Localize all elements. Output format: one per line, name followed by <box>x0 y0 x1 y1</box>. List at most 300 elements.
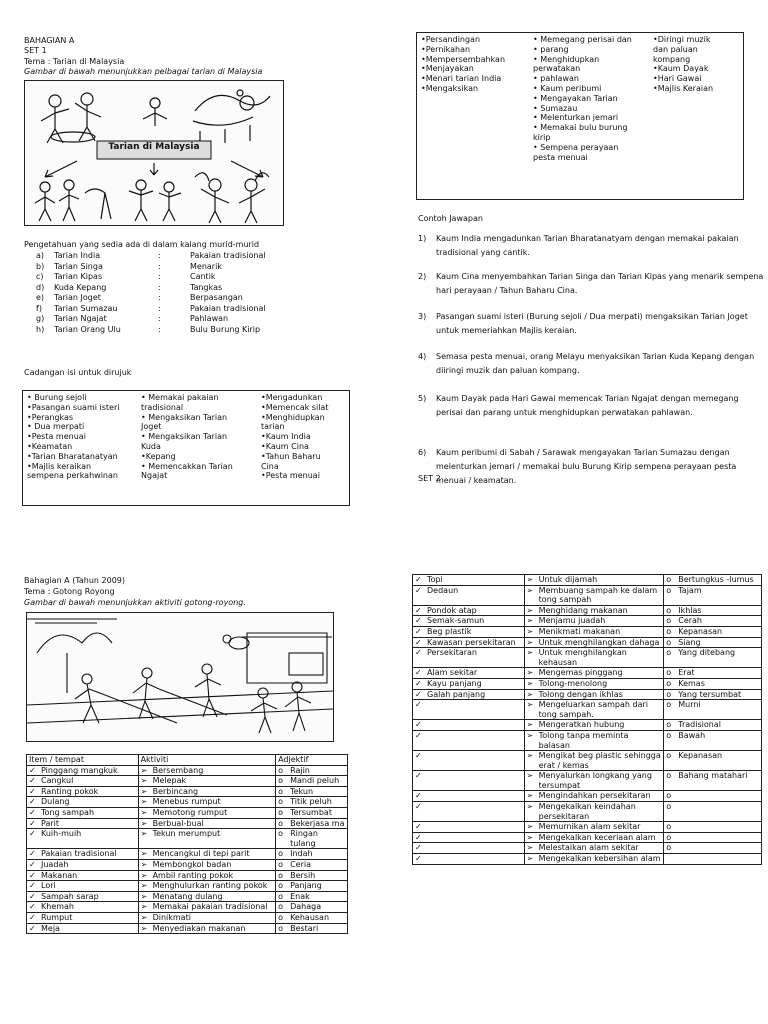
isi-item: •Pernikahan <box>421 44 471 54</box>
item-cell-text: Kawasan persekitaran <box>427 637 516 647</box>
item-cell-text: Pakaian tradisional <box>41 849 117 859</box>
cadangan-column-1 <box>27 393 119 481</box>
table-row <box>27 807 348 818</box>
adjective-cell <box>276 912 348 923</box>
adjective-cell <box>276 776 348 787</box>
check-mark: ✓ <box>29 891 36 901</box>
arrow-mark: ➢ <box>526 626 534 636</box>
circle-mark: o <box>278 818 283 828</box>
item-cell <box>413 751 525 771</box>
activity-cell-text: Mengekalkan kebersihan alam <box>538 854 661 864</box>
check-mark: ✓ <box>29 849 36 859</box>
item-cell <box>27 807 139 818</box>
cadangan-item: •Kaum India <box>261 432 311 442</box>
cadangan-item: Joget <box>141 422 162 432</box>
table-row <box>27 923 348 934</box>
adjective-cell-text: Cerah <box>678 616 703 626</box>
knowledge-item <box>36 304 296 315</box>
activity-cell <box>524 626 664 637</box>
answer-number: 2) <box>418 272 427 281</box>
table-row <box>413 626 762 637</box>
table-header-cell: Aktiviti <box>138 755 276 766</box>
activity-cell-text: Untuk menghilangkan kehausan <box>538 648 627 667</box>
check-mark: ✓ <box>29 859 36 869</box>
circle-mark: o <box>666 668 672 678</box>
knowledge-attribute: Pahlawan <box>190 314 229 323</box>
activity-cell <box>524 616 664 627</box>
adjective-cell <box>664 720 762 731</box>
cadangan-item: •Majlis keraikan <box>27 461 92 471</box>
activity-cell-text: Membuang sampah ke dalam tong sampah <box>538 585 658 605</box>
cadangan-item: sempena perkahwinan <box>27 471 118 481</box>
isi-item: • Sumazau <box>533 103 578 113</box>
answer-text: Kaum Cina menyembahkan Tarian Singa dan Tarian Kipas yang menarik sempena hari perayaan / Tahun Baharu Cina. <box>436 272 764 295</box>
activity-cell <box>138 829 276 849</box>
activity-cell <box>138 849 276 860</box>
arrow-mark: ➢ <box>526 637 534 647</box>
cadangan-item: Cina <box>261 461 279 471</box>
activity-cell-text: Menyediakan makanan <box>152 923 246 933</box>
item-cell-text: Lori <box>41 881 56 891</box>
activity-cell-text: Memurnikan alam sekitar <box>538 822 641 832</box>
item-cell <box>27 859 139 870</box>
item-cell-text: Parit <box>41 818 60 828</box>
check-mark: ✓ <box>29 797 36 807</box>
set2-label: SET 2 <box>418 474 441 483</box>
item-cell <box>27 870 139 881</box>
arrow-mark: ➢ <box>140 923 148 933</box>
check-mark: ✓ <box>29 923 36 933</box>
table-row <box>413 575 762 586</box>
activity-cell-text: Menghulurkan ranting pokok <box>152 881 268 891</box>
item-cell <box>413 854 525 865</box>
knowledge-item <box>36 272 296 283</box>
isi-item: •Majlis Keraian <box>653 83 714 93</box>
knowledge-attribute: Cantik <box>190 272 216 281</box>
adjective-cell <box>276 829 348 849</box>
activity-cell <box>138 859 276 870</box>
check-mark: ✓ <box>29 776 36 786</box>
cadangan-item: • Mengaksikan Tarian <box>141 412 228 422</box>
adjective-cell-text: Tajam <box>678 585 702 595</box>
arrow-mark: ➢ <box>140 881 148 891</box>
activity-cell <box>138 923 276 934</box>
activity-cell-text: Untuk dijamah <box>538 575 598 584</box>
item-cell <box>27 891 139 902</box>
knowledge-dance: Tarian Orang Ulu <box>54 324 121 334</box>
adjective-cell-text: Tradisional <box>678 720 721 730</box>
item-cell-text: Khemah <box>41 902 75 912</box>
knowledge-colon: : <box>158 282 161 292</box>
adjective-cell-text: Ceria <box>290 859 311 869</box>
arrow-mark: ➢ <box>526 791 534 801</box>
adjective-cell <box>664 700 762 720</box>
cadangan-item: • Dua merpati <box>27 422 85 432</box>
set-label: SET 1 <box>24 46 47 55</box>
adjective-cell <box>664 616 762 627</box>
check-mark: ✓ <box>29 807 36 817</box>
circle-mark: o <box>666 648 672 658</box>
activity-cell <box>524 585 664 605</box>
circle-mark: o <box>278 776 283 786</box>
adjective-cell <box>276 859 348 870</box>
item-cell <box>413 648 525 668</box>
isi-column-2 <box>533 35 632 162</box>
adjective-cell <box>664 605 762 616</box>
activity-cell-text: Menatang dulang <box>152 891 223 901</box>
table-row <box>413 585 762 605</box>
adjective-cell <box>276 765 348 776</box>
activity-cell <box>138 786 276 797</box>
circle-mark: o <box>278 849 283 859</box>
table-row <box>413 605 762 616</box>
activity-cell-text: Memotong rumput <box>152 807 228 817</box>
cadangan-item: •Kaum Cina <box>261 441 309 451</box>
cadangan-item: •Kepang <box>141 451 176 461</box>
answer-number: 4) <box>418 352 427 361</box>
isi-column-1 <box>421 35 505 94</box>
knowledge-dance: Tarian Sumazau <box>54 303 118 313</box>
arrow-mark: ➢ <box>140 797 148 807</box>
adjective-cell-text: Erat <box>678 668 695 678</box>
answer-number: 6) <box>418 448 427 457</box>
adjective-cell-text: Kepanasan <box>678 626 723 636</box>
activity-cell <box>524 575 664 586</box>
activity-cell-text: Tolong-menolong <box>538 678 608 688</box>
table-row <box>27 902 348 913</box>
item-cell-text: Dulang <box>41 797 70 807</box>
activity-cell <box>138 765 276 776</box>
activity-cell <box>524 668 664 679</box>
activity-cell <box>524 730 664 750</box>
adjective-cell <box>664 689 762 700</box>
arrow-mark: ➢ <box>140 902 148 912</box>
cadangan-item: •Tarian Bharatanatyan <box>27 451 118 461</box>
item-cell <box>27 829 139 849</box>
contoh-title: Contoh Jawapan <box>418 214 483 223</box>
answer-text: Kaum peribumi di Sabah / Sarawak mengayakan Tarian Sumazau dengan melenturkan jemari / memakai bulu Burung Kirip sempena perayaan pesta menuai / keamatan. <box>436 448 737 485</box>
table-row <box>413 637 762 648</box>
adjective-cell <box>276 902 348 913</box>
table-row <box>27 859 348 870</box>
table-header-cell: Item / tempat <box>27 755 139 766</box>
item-cell <box>413 605 525 616</box>
check-mark: ✓ <box>415 668 422 678</box>
check-mark: ✓ <box>29 786 36 796</box>
item-cell-text: Kayu panjang <box>427 678 482 688</box>
arrow-mark: ➢ <box>526 616 534 626</box>
check-mark: ✓ <box>415 843 422 853</box>
knowledge-colon: : <box>158 293 161 302</box>
activity-cell-text: Mencangkul di tepi parit <box>152 849 250 859</box>
instruction-line-2: Gambar di bawah menunjukkan aktiviti gotong-royong. <box>24 598 246 607</box>
theme-line: Tema : Tarian di Malaysia <box>24 57 125 66</box>
item-cell-text: Persekitaran <box>427 648 477 658</box>
knowledge-title: Pengetahuan yang sedia ada di dalam kalang murid-murid <box>24 240 260 249</box>
check-mark: ✓ <box>415 802 422 812</box>
item-cell <box>27 881 139 892</box>
activity-cell-text: Mengikat beg plastic sehingga erat / kemas <box>538 751 661 770</box>
adjective-cell <box>664 791 762 802</box>
knowledge-key: f) <box>36 303 42 313</box>
item-cell <box>413 700 525 720</box>
adjective-cell <box>664 575 762 586</box>
isi-item: • pahlawan <box>533 74 579 84</box>
knowledge-colon: : <box>158 261 161 271</box>
item-cell <box>27 923 139 934</box>
activity-cell <box>138 776 276 787</box>
table-row <box>413 854 762 865</box>
circle-mark: o <box>666 678 672 688</box>
isi-item: •Kaum Dayak <box>653 64 709 74</box>
isi-item: perwatakan <box>533 64 581 74</box>
activity-cell <box>524 689 664 700</box>
answer-text: Kaum India mengadunkan Tarian Bharatanatyam dengan memakai pakaian tradisional yang cantik. <box>436 234 739 257</box>
arrow-mark: ➢ <box>140 891 148 901</box>
circle-mark: o <box>278 765 283 775</box>
adjective-cell <box>664 637 762 648</box>
table-row <box>27 881 348 892</box>
item-cell-text: Alam sekitar <box>427 668 478 678</box>
arrow-mark: ➢ <box>140 807 148 817</box>
check-mark: ✓ <box>415 605 422 615</box>
circle-mark: o <box>666 616 672 626</box>
activity-cell <box>524 648 664 668</box>
item-cell-text: Rumput <box>41 912 73 922</box>
adjective-cell-text: Titik peluh <box>290 797 332 807</box>
item-cell <box>413 843 525 854</box>
activity-cell <box>524 832 664 843</box>
activity-cell-text: Mengeratkan hubung <box>538 720 625 730</box>
circle-mark: o <box>278 881 283 891</box>
check-mark: ✓ <box>415 678 422 688</box>
circle-mark: o <box>666 605 672 615</box>
cadangan-item: • Mengaksikan Tarian <box>141 432 228 442</box>
activity-cell-text: Bersembang <box>152 765 204 775</box>
item-cell <box>27 818 139 829</box>
activity-cell-text: Tolong tanpa meminta balasan <box>538 730 629 750</box>
item-cell-text: Dedaun <box>427 585 459 595</box>
knowledge-colon: : <box>158 314 161 323</box>
check-mark: ✓ <box>415 791 422 801</box>
arrow-mark: ➢ <box>526 668 534 678</box>
knowledge-item <box>36 314 296 325</box>
arrow-mark: ➢ <box>526 802 534 812</box>
item-cell-text: Meja <box>41 923 60 933</box>
activity-cell-text: Menghidang makanan <box>538 605 628 615</box>
cadangan-item: •Pasangan suami isteri <box>27 402 120 412</box>
check-mark: ✓ <box>415 854 422 864</box>
answer-text: Semasa pesta menuai, orang Melayu menyaksikan Tarian Kuda Kepang dengan diiringi muzik dan paluan kompang. <box>436 352 755 375</box>
table-row <box>413 700 762 720</box>
arrow-mark: ➢ <box>526 575 534 584</box>
isi-item: • Sempena perayaan <box>533 142 619 152</box>
adjective-cell-text: Bersih <box>290 870 316 880</box>
banner-text: Tarian di Malaysia <box>108 142 200 152</box>
adjective-cell <box>664 626 762 637</box>
adjective-cell-text: Ikhlas <box>678 605 702 615</box>
item-cell <box>413 585 525 605</box>
item-cell-text: Pondok atap <box>427 605 477 615</box>
activity-cell <box>524 678 664 689</box>
activity-cell-text: Tekun merumput <box>152 829 221 839</box>
knowledge-attribute: Bulu Burung Kirip <box>190 324 261 334</box>
gotong-royong-table <box>26 754 348 934</box>
activity-cell <box>138 881 276 892</box>
adjective-cell <box>664 585 762 605</box>
circle-mark: o <box>278 797 283 807</box>
adjective-cell-text: Indah <box>290 849 313 859</box>
arrow-mark: ➢ <box>140 849 148 859</box>
check-mark: ✓ <box>29 881 36 891</box>
activity-cell <box>138 902 276 913</box>
answer-number: 1) <box>418 234 427 243</box>
check-mark: ✓ <box>29 829 36 839</box>
activity-cell <box>138 912 276 923</box>
table-row <box>27 829 348 849</box>
check-mark: ✓ <box>415 822 422 832</box>
circle-mark: o <box>278 923 283 933</box>
isi-item: kirip <box>533 132 551 142</box>
adjective-cell-text: Yang ditebang <box>678 648 736 658</box>
knowledge-item <box>36 293 296 304</box>
table-row <box>27 765 348 776</box>
knowledge-list <box>36 251 296 335</box>
knowledge-dance: Tarian Singa <box>54 261 103 271</box>
activity-cell-text: Menebus rumput <box>152 797 221 807</box>
knowledge-attribute: Tangkas <box>190 282 223 292</box>
knowledge-colon: : <box>158 272 161 281</box>
activity-cell-text: Mengindahkan persekitaran <box>538 791 651 801</box>
activity-cell-text: Mengekalkan keceriaan alam <box>538 832 656 842</box>
arrow-mark: ➢ <box>526 843 534 853</box>
activity-cell-text: Memakai pakaian tradisional <box>152 902 268 912</box>
isi-item: •Menjayakan <box>421 64 474 74</box>
check-mark: ✓ <box>415 585 422 595</box>
adjective-cell-text: Bawah <box>678 730 706 740</box>
adjective-cell <box>664 648 762 668</box>
adjective-cell <box>276 849 348 860</box>
circle-mark: o <box>278 859 283 869</box>
check-mark: ✓ <box>415 720 422 730</box>
arrow-mark: ➢ <box>140 912 148 922</box>
activity-cell <box>524 854 664 865</box>
check-mark: ✓ <box>29 912 36 922</box>
cadangan-item: • Memakai pakaian <box>141 393 219 402</box>
cadangan-title: Cadangan isi untuk dirujuk <box>24 368 132 377</box>
arrow-mark: ➢ <box>526 605 534 615</box>
circle-mark: o <box>278 870 283 880</box>
item-cell <box>413 771 525 791</box>
activity-cell-text: Untuk menghilangkan dahaga <box>538 637 660 647</box>
arrow-mark: ➢ <box>526 832 534 842</box>
cadangan-item: • Burung sejoli <box>27 393 87 402</box>
isi-column-3 <box>653 35 713 94</box>
activity-cell-text: Dinikmati <box>152 912 191 922</box>
cadangan-column-2 <box>141 393 233 481</box>
item-cell <box>413 791 525 802</box>
adjective-cell-text: Murni <box>678 700 701 710</box>
table-row <box>413 771 762 791</box>
adjective-cell <box>664 832 762 843</box>
check-mark: ✓ <box>415 637 422 647</box>
cadangan-item: •Menghidupkan <box>261 412 325 422</box>
item-cell <box>413 730 525 750</box>
activity-cell-text: Menyalurkan longkang yang tersumpat <box>538 771 652 790</box>
arrow-mark: ➢ <box>140 870 148 880</box>
circle-mark: o <box>666 802 672 812</box>
table-row <box>27 776 348 787</box>
answer-text: Kaum Dayak pada Hari Gawai memencak Tarian Ngajat dengan memegang perisai dan parang untuk menghidupkan perwatakan pahlawan. <box>436 394 739 417</box>
circle-mark: o <box>666 843 672 853</box>
item-cell <box>413 626 525 637</box>
section-heading-2009: Bahagian A (Tahun 2009) <box>24 576 126 585</box>
table-row <box>413 832 762 843</box>
knowledge-key: h) <box>36 324 45 334</box>
cadangan-item: tarian <box>261 422 285 432</box>
table-row <box>27 870 348 881</box>
activity-cell-text: Ambil ranting pokok <box>152 870 234 880</box>
activity-cell-text: Mengeluarkan sampah dari tong sampah. <box>538 700 649 719</box>
circle-mark: o <box>666 689 672 699</box>
check-mark: ✓ <box>415 648 422 658</box>
adjective-cell-text: Ringan tulang <box>290 829 318 848</box>
item-cell-text: Topi <box>427 575 443 584</box>
circle-mark: o <box>666 751 672 761</box>
table-row <box>413 730 762 750</box>
table-row <box>413 648 762 668</box>
item-cell <box>27 849 139 860</box>
table-row <box>413 689 762 700</box>
check-mark: ✓ <box>29 902 36 912</box>
arrow-mark: ➢ <box>526 689 534 699</box>
check-mark: ✓ <box>415 689 422 699</box>
table-row <box>413 822 762 833</box>
adjective-cell <box>276 818 348 829</box>
isi-item: • parang <box>533 44 569 54</box>
arrow-mark: ➢ <box>526 854 534 864</box>
item-cell-text: Sampah sarap <box>41 891 99 901</box>
activity-cell <box>138 797 276 808</box>
cadangan-item: •Perangkas <box>27 412 74 422</box>
activity-cell <box>138 807 276 818</box>
section-heading: BAHAGIAN A <box>24 36 75 45</box>
knowledge-key: a) <box>36 251 45 260</box>
knowledge-dance: Kuda Kepang <box>54 282 107 292</box>
item-cell <box>413 668 525 679</box>
item-cell-text: Semak-samun <box>427 616 485 626</box>
item-cell <box>27 786 139 797</box>
circle-mark: o <box>666 791 672 801</box>
activity-cell-text: Menikmati makanan <box>538 626 621 636</box>
isi-item: •Mengaksikan <box>421 83 479 93</box>
table-row <box>27 891 348 902</box>
arrow-mark: ➢ <box>140 859 148 869</box>
adjective-cell-text: Siang <box>678 637 701 647</box>
circle-mark: o <box>278 912 283 922</box>
isi-item: • Memakai bulu burung <box>533 123 628 133</box>
knowledge-item <box>36 251 296 262</box>
table-header-row <box>27 755 348 766</box>
isi-item: • Melenturkan jemari <box>533 113 619 123</box>
adjective-cell-text: Tekun <box>290 786 314 796</box>
knowledge-attribute: Pakaian tradisional <box>190 303 266 313</box>
cadangan-item: Kuda <box>141 441 161 451</box>
item-cell-text: Kuih-muih <box>41 829 82 839</box>
check-mark: ✓ <box>415 771 422 781</box>
cadangan-item: • Memencakkan Tarian <box>141 461 233 471</box>
check-mark: ✓ <box>415 730 422 740</box>
